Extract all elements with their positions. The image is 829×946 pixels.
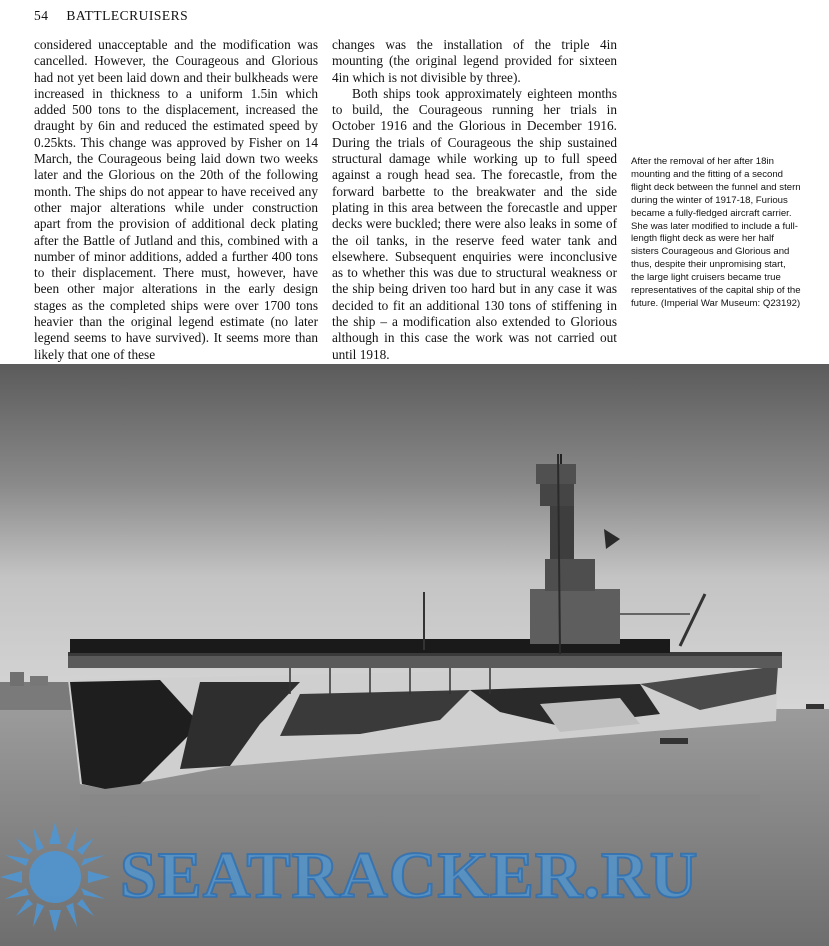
paragraph: Both ships took approximately eighteen months to build, the Courageous running her trials in October 1916 and the Glorious in December 1916. During the trials of Courageous the ship sustained structural damage while working up to full speed against a rough head sea. The forecastle, from the forward barbette to the breakwater and the side plating in this area between the forecastle and upper decks were buckled; there were also leaks in some of the oil tanks, in the reserve feed water tank and elsewhere. Subsequent enquiries were inconclusive as to whether this was due to structural weakness or the ship being driven too hard but in any case it was decided to fit an additional 130 tons of stiffening in the ship – a modification also extended to Glorious although in this case the work was not carried out until 1918.: [332, 85, 617, 362]
text-column-right: [332, 37, 617, 363]
watermark-text: SEATRACKER.RU: [120, 839, 699, 912]
page-number: 54: [34, 8, 49, 23]
text-column-left: [34, 37, 318, 363]
paragraph: considered unacceptable and the modification was cancelled. However, the Courageous and Glorious had not yet been laid down and their bulkheads were increased in thickness to a uniform 1.5in which added 500 tons to the displacement, increased the draught by 6in and reduced the estimated speed by 0.25kts. This change was approved by Fisher on 14 March, the Courageous being laid down two weeks later and the Glorious on the 20th of the following month. The ships do not appear to have received any other major alterations while under construction apart from the provision of additional deck plating after the Battle of Jutland and this, combined with a number of minor additions, added a further 400 tons to their displacement. There must, however, have been other major alterations in the early design stages as the completed ships were over 1700 tons heavier than the original legend estimate (no later legend seems to have survived). It seems more than likely that one of these: [34, 37, 318, 362]
paragraph: changes was the installation of the triple 4in mounting (the original legend provided for sixteen 4in which is not divisible by three).: [332, 37, 617, 85]
watermark: [0, 822, 829, 932]
sun-icon: [0, 822, 120, 932]
page-header: [34, 8, 188, 24]
photo-caption: After the removal of her after 18in mounting and the fitting of a second flight deck between the funnel and stern during the winter of 1917-18, Furious became a fully-fledged aircraft carrier. She was later modified to include a full-length flight deck as were her half sisters Courageous and Glorious and thus, despite their unpromising start, the large light cruisers became true representatives of the capital ship of the future. (Imperial War Museum: Q23192): [631, 156, 801, 309]
running-title: BATTLECRUISERS: [66, 8, 189, 23]
